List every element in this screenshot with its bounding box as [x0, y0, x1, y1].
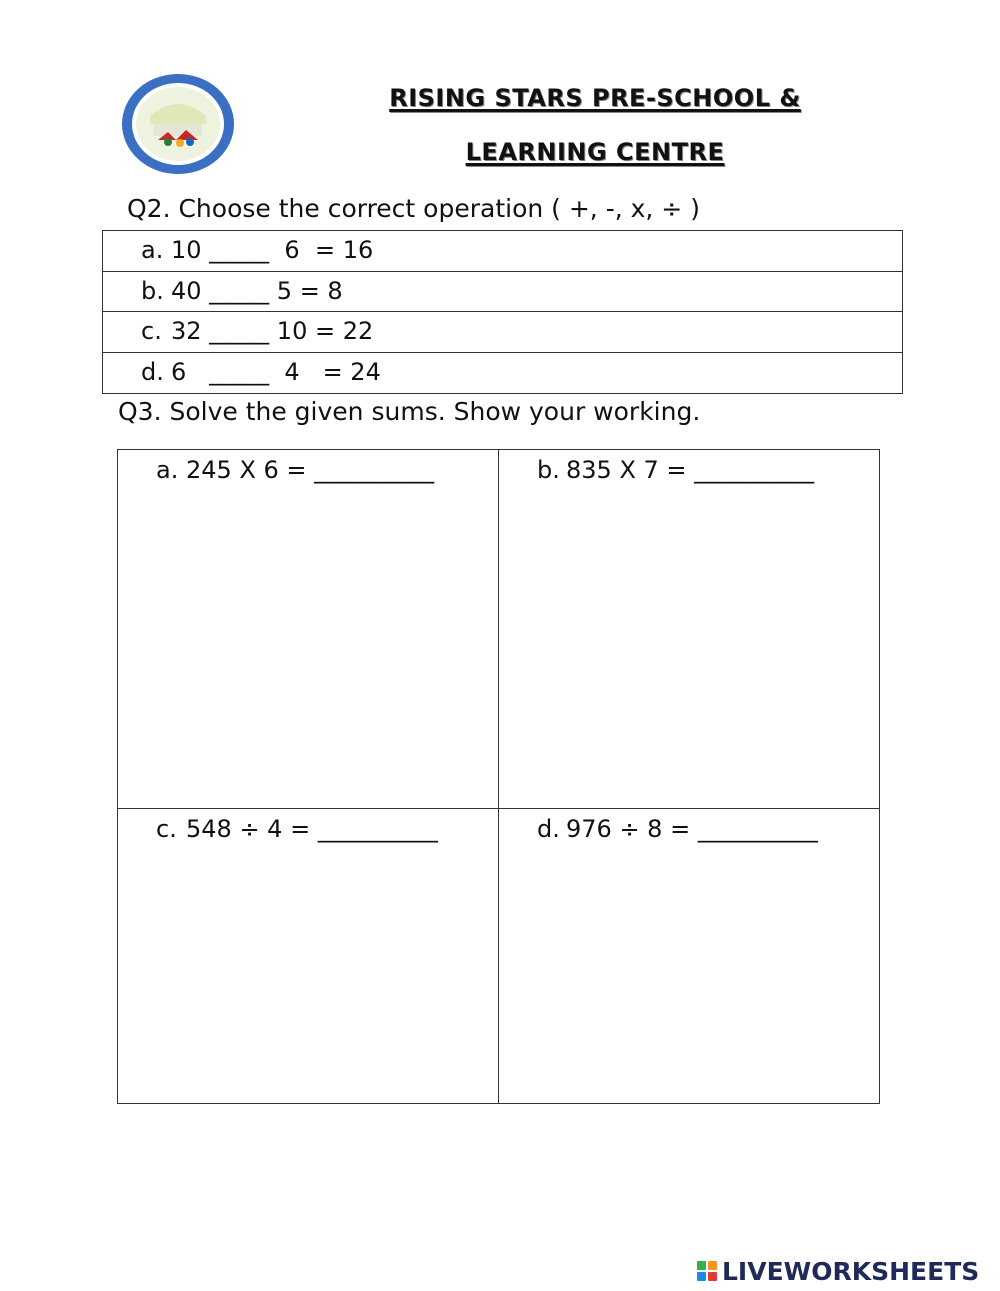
- q3-cell-text: 548 ÷ 4 = __________: [186, 815, 438, 843]
- liveworksheets-brand[interactable]: [697, 1256, 979, 1286]
- logo-block: [697, 1272, 706, 1281]
- q2-row: [103, 272, 902, 313]
- q3-cell-c[interactable]: [118, 809, 499, 1103]
- q2-prompt: Q2. Choose the correct operation ( +, -, x, ÷ ): [127, 194, 700, 223]
- q3-cell-a[interactable]: [118, 450, 499, 808]
- q3-cell-label: d.: [537, 815, 560, 843]
- brand-text: LIVEWORKSHEETS: [722, 1256, 980, 1286]
- school-logo: [120, 72, 236, 176]
- q2-row-label: b.: [141, 276, 164, 305]
- school-name-line1: RISING STARS PRE-SCHOOL &: [389, 84, 801, 112]
- q3-working-grid: [117, 449, 880, 1104]
- logo-block: [708, 1272, 717, 1281]
- q3-prompt: Q3. Solve the given sums. Show your working.: [118, 397, 701, 426]
- q3-cell-text: 976 ÷ 8 = __________: [566, 815, 818, 843]
- school-name-line2: LEARNING CENTRE: [465, 138, 725, 166]
- logo-block: [697, 1261, 706, 1270]
- q3-cell-text: 245 X 6 = __________: [186, 456, 435, 484]
- q2-row-label: c.: [141, 317, 162, 345]
- q2-row-label: d.: [141, 357, 164, 386]
- q2-row-text: 10 _____ 6 = 16: [171, 236, 374, 264]
- q2-row-label: a.: [141, 236, 164, 264]
- liveworksheets-logo-icon: [697, 1261, 717, 1281]
- q3-cell-label: a.: [156, 456, 179, 484]
- q2-row: [103, 353, 902, 394]
- q3-cell-text: 835 X 7 = __________: [566, 456, 815, 484]
- q3-cell-label: b.: [537, 456, 560, 484]
- q2-row: [103, 231, 902, 272]
- q3-cell-label: c.: [156, 815, 177, 843]
- q3-cell-b[interactable]: [499, 450, 880, 808]
- logo-block: [708, 1261, 717, 1270]
- q2-table: [102, 230, 903, 394]
- q2-row-text: 40 _____ 5 = 8: [171, 276, 343, 305]
- q2-row-text: 6 _____ 4 = 24: [171, 357, 381, 386]
- q2-row: [103, 312, 902, 353]
- q2-row-text: 32 _____ 10 = 22: [171, 317, 374, 345]
- q3-cell-d[interactable]: [499, 809, 880, 1103]
